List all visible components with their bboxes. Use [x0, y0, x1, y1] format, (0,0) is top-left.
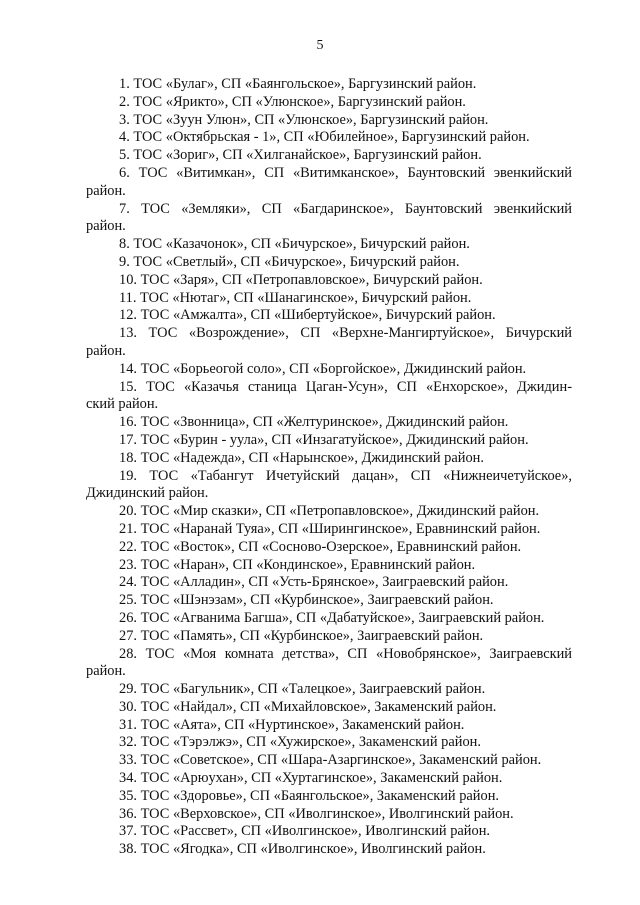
list-item: 11. ТОС «Нютаг», СП «Шанагинское», Бичурский район. — [119, 289, 472, 306]
list-item-continuation: район. — [86, 342, 126, 359]
list-item: 18. ТОС «Надежда», СП «Нарынское», Джидинский район. — [119, 449, 484, 466]
list-item: 22. ТОС «Восток», СП «Сосново-Озерское», Еравнинский район. — [119, 538, 522, 555]
list-item-continuation: район. — [86, 182, 126, 199]
list-item: 4. ТОС «Октябрьская - 1», СП «Юбилейное», Баргузинский район. — [119, 129, 530, 146]
list-item: 29. ТОС «Багульник», СП «Талецкое», Заиграевский район. — [119, 681, 486, 698]
list-item: 15. ТОС «Казачья станица Цаган-Усун», СП «Енхорское», Джидин- — [119, 378, 572, 395]
list-item: 36. ТОС «Верховское», СП «Иволгинское», Иволгинский район. — [119, 805, 514, 822]
list-item: 1. ТОС «Булаг», СП «Баянгольское», Баргузинский район. — [119, 76, 477, 92]
list-item: 21. ТОС «Наранай Туяа», СП «Ширингинское», Еравнинский район. — [119, 520, 541, 537]
list-item: 8. ТОС «Казачонок», СП «Бичурское», Бичурский район. — [119, 236, 470, 253]
list-item-continuation: район. — [86, 663, 126, 680]
list-item: 38. ТОС «Ягодка», СП «Иволгинское», Иволгинский район. — [119, 841, 486, 858]
list-item: 17. ТОС «Бурин - уула», СП «Инзагатуйское», Джидинский район. — [119, 431, 529, 448]
page-number: 5 — [316, 38, 324, 53]
list-item: 5. ТОС «Зориг», СП «Хилганайское», Баргузинский район. — [119, 147, 482, 164]
list-item: 33. ТОС «Советское», СП «Шара-Азаргинское», Закаменский район. — [119, 752, 542, 769]
list-item: 14. ТОС «Борьеогой соло», СП «Боргойское», Джидинский район. — [119, 360, 527, 377]
list-item: 2. ТОС «Ярикто», СП «Улюнское», Баргузинский район. — [119, 93, 466, 110]
list-item: 26. ТОС «Агванима Багша», СП «Дабатуйское», Заиграевский район. — [119, 609, 545, 626]
list-item: 16. ТОС «Звонница», СП «Желтуринское», Джидинский район. — [119, 414, 509, 431]
list-item: 9. ТОС «Светлый», СП «Бичурское», Бичурский район. — [119, 253, 460, 270]
list-item: 6. ТОС «Витимкан», СП «Витимканское», Баунтовский эвенкийский — [119, 164, 572, 181]
list-item: 7. ТОС «Земляки», СП «Багдаринское», Баунтовский эвенкийский — [119, 200, 572, 217]
list-item: 10. ТОС «Заря», СП «Петропавловское», Бичурский район. — [119, 271, 483, 288]
list-item: 25. ТОС «Шэнэзам», СП «Курбинское», Заиграевский район. — [119, 592, 494, 609]
list-item: 24. ТОС «Алладин», СП «Усть-Брянское», Заиграевский район. — [119, 574, 509, 591]
list-item: 35. ТОС «Здоровье», СП «Баянгольское», Закаменский район. — [119, 787, 499, 804]
list-item: 23. ТОС «Наран», СП «Кондинское», Еравнинский район. — [119, 556, 476, 573]
list-item: 19. ТОС «Табангут Ичетуйский дацан», СП «Нижнеичетуйское», — [119, 467, 572, 484]
list-item: 34. ТОС «Арюухан», СП «Хуртагинское», Закаменский район. — [119, 770, 503, 787]
list-item: 37. ТОС «Рассвет», СП «Иволгинское», Иволгинский район. — [119, 823, 490, 840]
list-item: 27. ТОС «Память», СП «Курбинское», Заиграевский район. — [119, 627, 484, 644]
list-item-continuation: Джидинский район. — [86, 485, 209, 502]
list-item: 13. ТОС «Возрождение», СП «Верхне-Мангиртуйское», Бичурский — [119, 325, 572, 342]
list-item-continuation: ский район. — [86, 396, 159, 413]
list-item: 28. ТОС «Моя комната детства», СП «Новобрянское», Заиграевский — [119, 645, 572, 662]
list-item: 20. ТОС «Мир сказки», СП «Петропавловское», Джидинский район. — [119, 503, 540, 520]
list-item: 30. ТОС «Найдал», СП «Михайловское», Закаменский район. — [119, 698, 497, 715]
list-item: 32. ТОС «Тэрэлжэ», СП «Хужирское», Закаменский район. — [119, 734, 481, 751]
tos-list — [86, 76, 572, 859]
list-item: 31. ТОС «Аята», СП «Нуртинское», Закаменский район. — [119, 716, 465, 733]
list-item: 3. ТОС «Зуун Улюн», СП «Улюнское», Баргузинский район. — [119, 111, 489, 128]
list-item: 12. ТОС «Амжалта», СП «Шибертуйское», Бичурский район. — [119, 307, 496, 324]
list-item-continuation: район. — [86, 218, 126, 235]
